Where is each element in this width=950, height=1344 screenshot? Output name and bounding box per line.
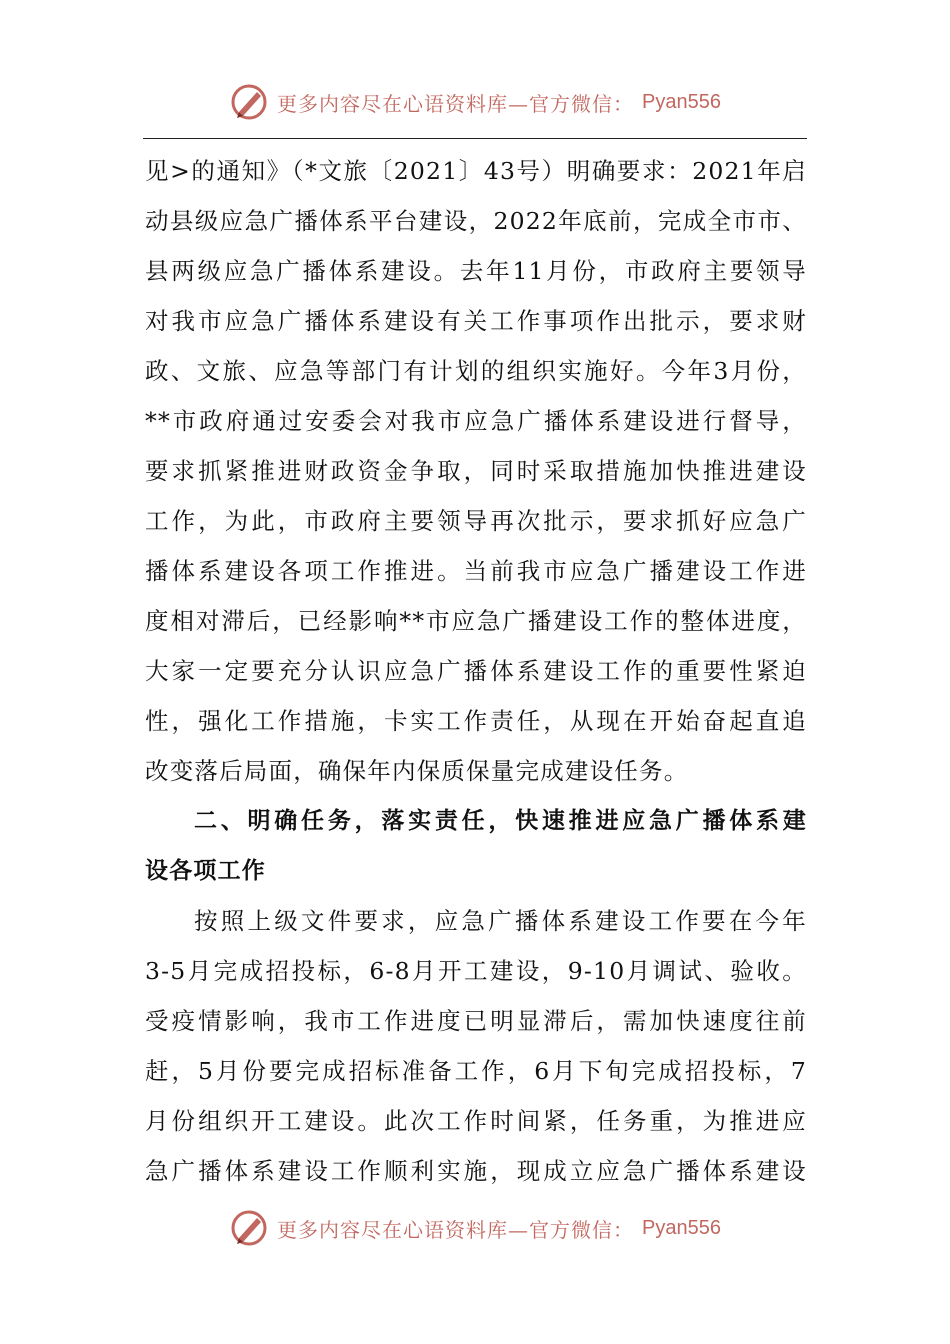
watermark-wechat-id: Pyan556 bbox=[642, 1216, 721, 1239]
text-line: 政、文旅、应急等部门有计划的组织实施好。今年3月份， bbox=[145, 357, 807, 385]
text-line: 受疫情影响，我市工作进度已明显滞后，需加快速度往前 bbox=[145, 1007, 807, 1035]
text-line: 按照上级文件要求，应急广播体系建设工作要在今年 bbox=[194, 907, 807, 935]
text-line: 动县级应急广播体系平台建设，2022年底前，完成全市市、 bbox=[145, 207, 807, 235]
pen-logo-icon bbox=[229, 82, 269, 122]
text-line: 播体系建设各项工作推进。当前我市应急广播建设工作进 bbox=[145, 557, 807, 585]
text-line: 见>的通知》（*文旅〔2021〕43号）明确要求：2021年启 bbox=[145, 157, 807, 185]
text-line: 性，强化工作措施，卡实工作责任，从现在开始奋起直追 bbox=[145, 707, 807, 735]
text-line: 对我市应急广播体系建设有关工作事项作出批示，要求财 bbox=[145, 307, 807, 335]
text-line: 月份组织开工建设。此次工作时间紧，任务重，为推进应 bbox=[145, 1107, 807, 1135]
section-heading: 二、明确任务，落实责任，快速推进应急广播体系建 bbox=[194, 808, 807, 834]
section-heading: 设各项工作 bbox=[145, 858, 266, 884]
text-line: 3-5月完成招投标，6-8月开工建设，9-10月调试、验收。 bbox=[145, 957, 807, 985]
text-line: 改变落后局面，确保年内保质保量完成建设任务。 bbox=[145, 757, 689, 785]
pen-logo-icon bbox=[229, 1208, 269, 1248]
document-body bbox=[145, 146, 807, 1196]
text-line: 大家一定要充分认识应急广播体系建设工作的重要性紧迫 bbox=[145, 657, 807, 685]
watermark-text: 更多内容尽在心语资料库—官方微信： bbox=[277, 1217, 635, 1242]
header-watermark bbox=[0, 80, 950, 124]
watermark-text: 更多内容尽在心语资料库—官方微信： bbox=[277, 91, 635, 116]
watermark-wechat-id: Pyan556 bbox=[642, 90, 721, 113]
text-line: 县两级应急广播体系建设。去年11月份，市政府主要领导 bbox=[145, 257, 807, 285]
text-line: 要求抓紧推进财政资金争取，同时采取措施加快推进建设 bbox=[145, 457, 807, 485]
text-line: **市政府通过安委会对我市应急广播体系建设进行督导， bbox=[145, 407, 807, 435]
text-line: 工作，为此，市政府主要领导再次批示，要求抓好应急广 bbox=[145, 507, 807, 535]
text-line: 度相对滞后，已经影响**市应急广播建设工作的整体进度， bbox=[145, 607, 807, 635]
text-line: 急广播体系建设工作顺利实施，现成立应急广播体系建设 bbox=[145, 1157, 807, 1185]
footer-watermark bbox=[0, 1206, 950, 1250]
text-line: 赶，5月份要完成招标准备工作，6月下旬完成招投标，7 bbox=[145, 1057, 807, 1085]
header-divider bbox=[143, 138, 807, 139]
